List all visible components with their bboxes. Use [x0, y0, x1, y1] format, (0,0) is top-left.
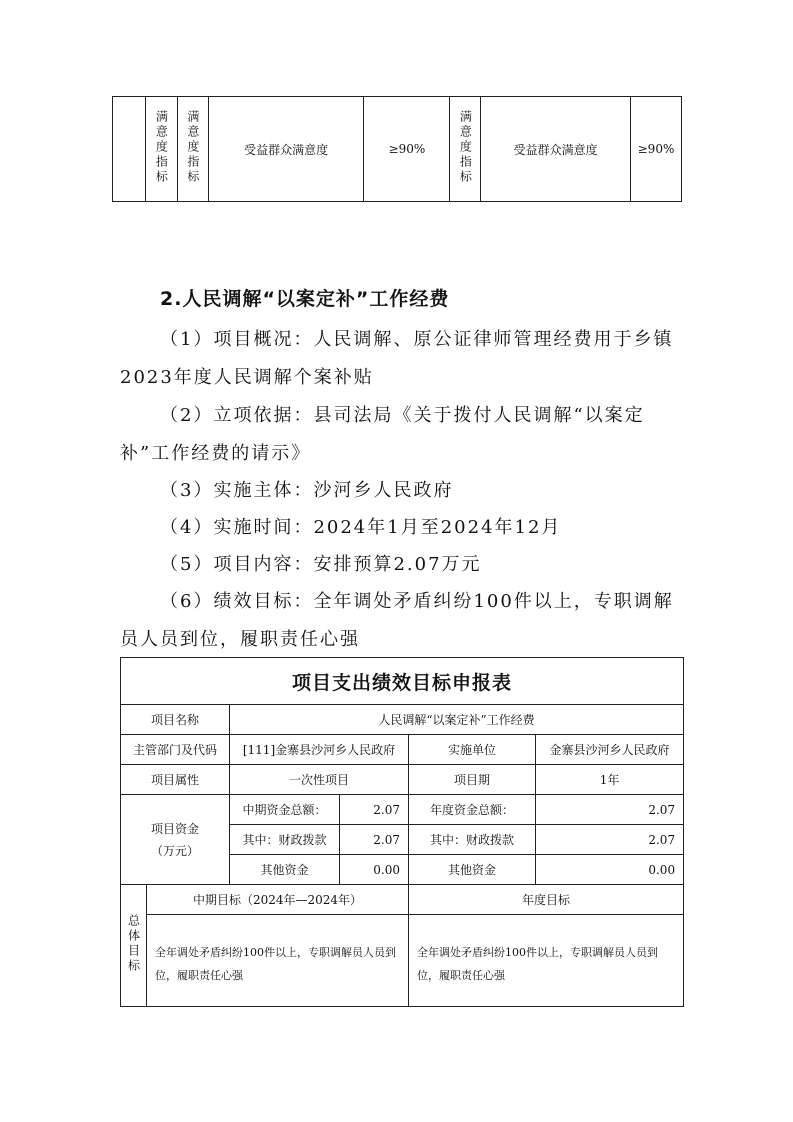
year-fiscal-label: 其中：财政拨款: [409, 825, 536, 855]
satisfaction-table: [112, 96, 682, 202]
mid-goal-header: 中期目标（2024年—2024年）: [147, 885, 409, 915]
project-name-label: 项目名称: [121, 705, 230, 735]
section-heading: 2.人民调解“以案定补”工作经费: [160, 288, 450, 310]
target-value-cell: ≥90%: [630, 97, 681, 202]
year-fiscal-value: 2.07: [536, 825, 684, 855]
mid-fiscal-value: 2.07: [340, 825, 409, 855]
indicator-cell: 受益群众满意度: [481, 97, 631, 202]
department-value: [111]金寨县沙河乡人民政府: [230, 735, 409, 765]
mid-other-value: 0.00: [340, 855, 409, 885]
subcategory-cell: 满意度指标: [177, 97, 208, 202]
year-goal-header: 年度目标: [409, 885, 684, 915]
mid-other-label: 其他资金: [230, 855, 340, 885]
mid-total-value: 2.07: [340, 795, 409, 825]
empty-cell: [113, 97, 146, 202]
category-cell: 满意度指标: [145, 97, 177, 202]
paragraph-overview: （1）项目概况：人民调解、原公证律师管理经费用于乡镇2023年度人民调解个案补贴: [120, 329, 674, 388]
project-attribute-value: 一次性项目: [230, 765, 409, 795]
performance-goal-form: [120, 657, 684, 1007]
indicator-cell: 受益群众满意度: [208, 97, 364, 202]
project-funds-label: 项目资金（万元）: [121, 795, 230, 885]
form-title: 项目支出绩效目标申报表: [121, 658, 684, 705]
year-goal-text: 全年调处矛盾纠纷100件以上，专职调解员人员到位，履职责任心强: [409, 915, 684, 1007]
paragraph-goal: （6）绩效目标：全年调处矛盾纠纷100件以上，专职调解员人员到位，履职责任心强: [120, 591, 674, 650]
category-cell: 满意度指标: [450, 97, 481, 202]
implementing-unit-label: 实施单位: [409, 735, 536, 765]
paragraph-basis: （2）立项依据：县司法局《关于拨付人民调解“以案定补”工作经费的请示》: [120, 405, 645, 464]
year-total-value: 2.07: [536, 795, 684, 825]
mid-total-label: 中期资金总额：: [230, 795, 340, 825]
department-label: 主管部门及代码: [121, 735, 230, 765]
year-total-label: 年度资金总额：: [409, 795, 536, 825]
implementing-unit-value: 金寨县沙河乡人民政府: [536, 735, 684, 765]
year-other-label: 其他资金: [409, 855, 536, 885]
project-period-value: 1年: [536, 765, 684, 795]
project-period-label: 项目期: [409, 765, 536, 795]
overall-goal-label: 总体目标: [121, 885, 147, 1007]
year-other-value: 0.00: [536, 855, 684, 885]
paragraph-content: （5）项目内容：安排预算2.07万元: [160, 554, 482, 575]
project-name-value: 人民调解“以案定补”工作经费: [230, 705, 684, 735]
mid-goal-text: 全年调处矛盾纠纷100件以上，专职调解员人员到位，履职责任心强: [147, 915, 409, 1007]
target-value-cell: ≥90%: [364, 97, 450, 202]
project-attribute-label: 项目属性: [121, 765, 230, 795]
mid-fiscal-label: 其中：财政拨款: [230, 825, 340, 855]
paragraph-subject: （3）实施主体：沙河乡人民政府: [160, 480, 454, 501]
paragraph-time: （4）实施时间：2024年1月至2024年12月: [160, 517, 562, 538]
